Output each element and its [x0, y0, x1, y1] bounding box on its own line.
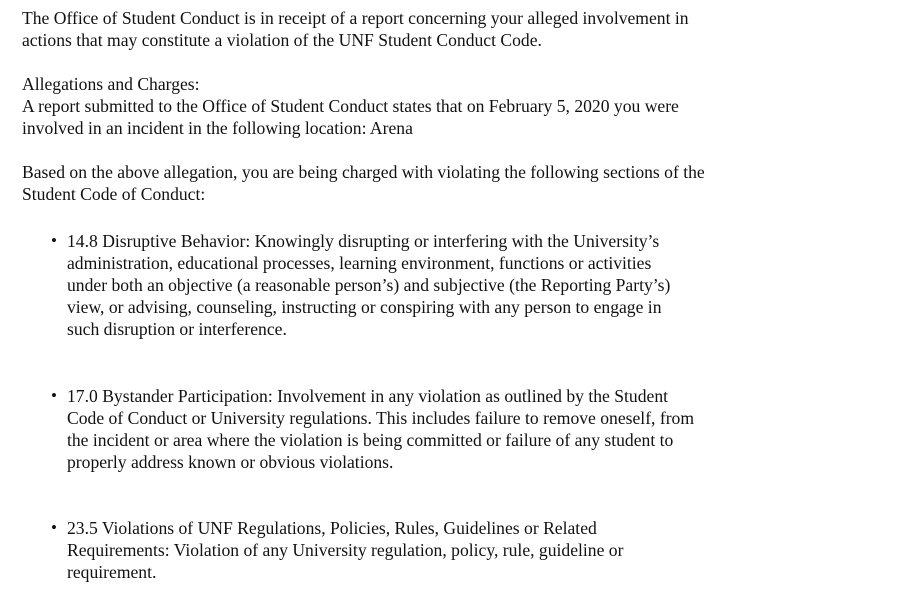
paragraph-spacer [22, 51, 892, 73]
bullet-icon: • [51, 518, 57, 537]
charge-line: properly address known or obvious violations. [67, 452, 394, 472]
charge-line: Requirements: Violation of any University regulation, policy, rule, guideline or [67, 540, 624, 560]
bullet-icon: • [51, 386, 57, 405]
bullet-icon: • [51, 231, 57, 250]
charge-line: under both an objective (a reasonable person’s) and subjective (the Reporting Party’s) [67, 275, 671, 295]
charge-line: 17.0 Bystander Participation: Involvement in any violation as outlined by the Student [67, 386, 669, 406]
intro-paragraph [22, 7, 892, 51]
conduct-notice-document [22, 7, 892, 205]
charge-item-17-0 [51, 385, 847, 473]
charge-item-14-8 [51, 230, 847, 340]
allegation-line: A report submitted to the Office of Student Conduct states that on February 5, 2020 you were [22, 96, 679, 116]
paragraph-spacer [22, 139, 892, 161]
allegations-section [22, 73, 892, 139]
charge-line: such disruption or interference. [67, 319, 287, 339]
charge-line: view, or advising, counseling, instructing or conspiring with any person to engage in [67, 297, 662, 317]
charge-intro-paragraph [22, 161, 892, 205]
charge-line: 14.8 Disruptive Behavior: Knowingly disrupting or interfering with the University’s [67, 231, 660, 251]
allegations-heading: Allegations and Charges: [22, 74, 200, 94]
charge-item-23-5 [51, 517, 847, 583]
allegation-line: involved in an incident in the following location: Arena [22, 118, 413, 138]
charge-intro-line: Based on the above allegation, you are being charged with violating the following sections of the [22, 162, 705, 182]
intro-line: The Office of Student Conduct is in receipt of a report concerning your alleged involvement in [22, 8, 689, 28]
charge-line: 23.5 Violations of UNF Regulations, Policies, Rules, Guidelines or Related [67, 518, 597, 538]
charge-intro-line: Student Code of Conduct: [22, 184, 206, 204]
charge-line: the incident or area where the violation is being committed or failure of any student to [67, 430, 674, 450]
intro-line: actions that may constitute a violation of the UNF Student Conduct Code. [22, 30, 542, 50]
charge-line: administration, educational processes, learning environment, functions or activities [67, 253, 652, 273]
charge-line: Code of Conduct or University regulations. This includes failure to remove oneself, from [67, 408, 695, 428]
charge-line: requirement. [67, 562, 157, 582]
